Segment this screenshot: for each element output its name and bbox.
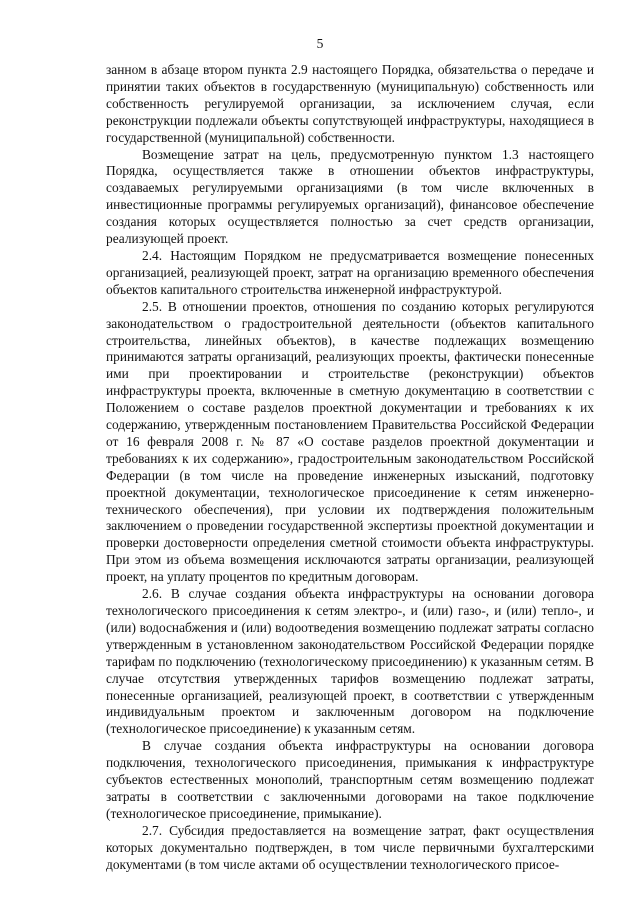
paragraph-2-6-second: В случае создания объекта инфраструктуры на основании договора подключения, технологического присоединения, примыкания к инфраструктуре субъектов естественных монополий, транспортным сетям возмещению подлежат затраты в соответствии с заключенными договорами на такое подключение (технологическое присоединение, примыкание). — [106, 738, 594, 821]
paragraph-2-5: 2.5. В отношении проектов, отношения по созданию которых регулируются законодательством о градостроительной деятельности (объектов капитального строительства, линейных объектов), в качестве подлежащих возмещению принимаются затраты организаций, реализующих проекты, фактически понесенные ими при проектировании и строительстве (реконструкции) объектов инфраструктуры проекта, включенные в сметную документацию в соответствии с Положением о составе разделов проектной документации и требованиях к их содержанию, утвержденным постановлением Правительства Российской Федерации от 16 февраля 2008 г. № 87 «О составе разделов проектной документации и требованиях к их содержанию», градостроительным законодательством Российской Федерации (в том числе на проведение инженерных изысканий, подготовку проектной документации, технологическое присоединение к сетям инженерно-технического обеспечения), при условии их подтверждения положительным заключением о проведении государственной экспертизы проектной документации и проверки достоверности определения сметной стоимости объекта инфраструктуры. При этом из объема возмещения исключаются затраты организации, реализующей проект, на уплату процентов по кредитным договорам. — [106, 298, 594, 585]
page-number: 5 — [316, 36, 324, 51]
paragraph-2-7: 2.7. Субсидия предоставляется на возмещение затрат, факт осуществления которых документально подтвержден, в том числе первичными бухгалтерскими документами (в том числе актами об осуществлении технологического присое- — [106, 822, 594, 872]
paragraph-2-4: 2.4. Настоящим Порядком не предусматривается возмещение понесенных организацией, реализующей проект, затрат на организацию временного обеспечения объектов капитального строительства инженерной инфраструктурой. — [106, 247, 594, 297]
paragraph-continuation: занном в абзаце втором пункта 2.9 настоящего Порядка, обязательства о передаче и принятии таких объектов в государственную (муниципальную) собственность или собственность регулируемой организации, за исключением случая, если реконструкции подлежали объекты сопутствующей инфраструктуры, находящиеся в государственной (муниципальной) собственности. — [106, 62, 594, 145]
document-body — [106, 62, 594, 874]
paragraph-reimbursement: Возмещение затрат на цель, предусмотренную пунктом 1.3 настоящего Порядка, осуществляется также в отношении объектов инфраструктуры, создаваемых регулируемыми организациями (в том числе включенных в инвестиционные программы регулируемых организаций), финансовое обеспечение создания которых осуществляется полностью за счет средств организации, реализующей проект. — [106, 146, 594, 247]
paragraph-2-6: 2.6. В случае создания объекта инфраструктуры на основании договора технологического присоединения к сетям электро-, и (или) газо-, и (или) тепло-, и (или) водоснабжения и (или) водоотведения возмещению подлежат затраты согласно утвержденным в установленном законодательством Российской Федерации порядке тарифам по подключению (технологическому присоединению) к указанным сетям. В случае отсутствия утвержденных тарифов возмещению подлежат затраты, понесенные организацией, реализующей проект, в соответствии с утвержденным индивидуальным проектом и заключенным договором на подключение (технологическое присоединение) к указанным сетям. — [106, 586, 594, 737]
